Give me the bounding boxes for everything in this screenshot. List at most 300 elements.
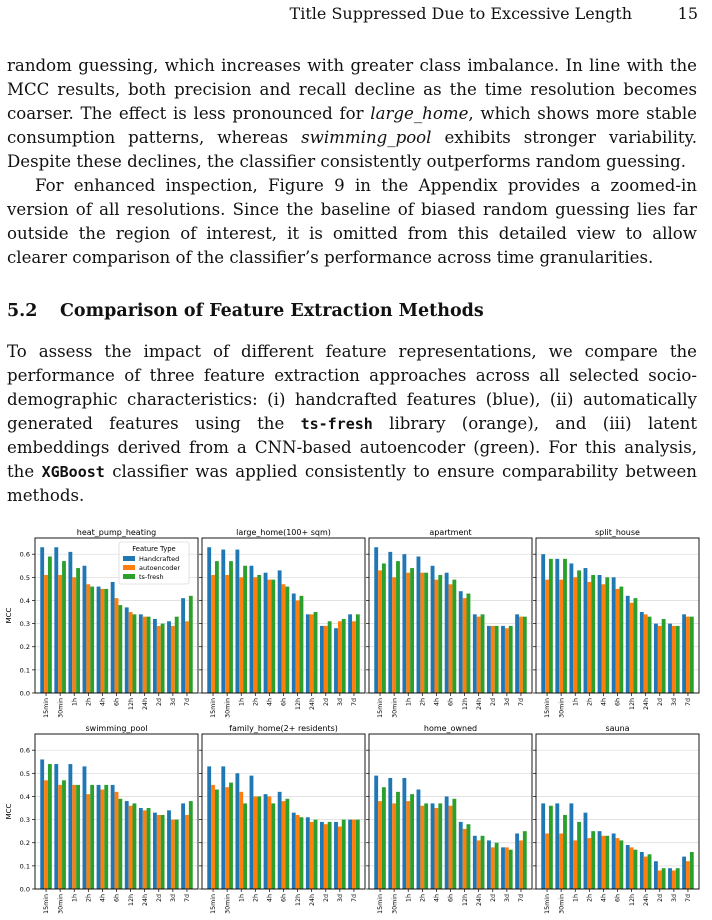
bar <box>654 624 658 693</box>
y-tick-label: 0.6 <box>19 550 30 559</box>
panel-title: sauna <box>605 724 630 733</box>
bar <box>125 607 129 693</box>
y-tick-label: 0.5 <box>19 769 30 778</box>
x-tick-label: 4h <box>99 894 107 902</box>
bar <box>328 822 332 889</box>
bar <box>111 785 115 889</box>
bar <box>68 552 72 693</box>
bar <box>459 822 463 889</box>
bar <box>644 614 648 693</box>
x-tick-label: 3d <box>671 894 679 903</box>
x-tick-label: 4h <box>600 894 608 902</box>
bar <box>406 801 410 889</box>
bar <box>271 580 275 693</box>
x-tick-label: 6h <box>280 894 288 902</box>
bar <box>352 820 356 889</box>
bar <box>58 575 62 693</box>
bar <box>267 796 271 889</box>
bar <box>396 561 400 693</box>
bar <box>463 829 467 889</box>
x-tick-label: 7d <box>685 894 693 903</box>
x-tick-label: 2h <box>419 894 427 902</box>
y-tick-label: 0.2 <box>19 839 30 848</box>
bar <box>654 861 658 889</box>
bar <box>374 776 378 889</box>
bar <box>225 787 229 889</box>
bar <box>324 626 328 693</box>
panel-title: family_home(2+ residents) <box>229 724 338 733</box>
bar <box>58 785 62 889</box>
bar <box>509 626 513 693</box>
bar <box>267 580 271 693</box>
bar <box>690 852 694 889</box>
running-title: Title Suppressed Due to Excessive Length <box>289 4 632 23</box>
bar <box>139 614 143 693</box>
bar <box>420 806 424 889</box>
legend-label: autoencoder <box>139 564 181 572</box>
bar <box>189 596 193 693</box>
bar <box>352 621 356 693</box>
bar <box>541 803 545 889</box>
bar <box>505 628 509 693</box>
bar <box>334 822 338 889</box>
bar <box>115 792 119 889</box>
bar <box>402 778 406 889</box>
x-tick-label: 15min <box>210 698 218 718</box>
bar <box>104 785 108 889</box>
bar <box>382 787 386 889</box>
x-tick-label: 7d <box>518 894 526 903</box>
bar <box>97 587 101 693</box>
x-tick-label: 4h <box>433 894 441 902</box>
text-run: library (orange), and (iii) latent embeddings derived from a CNN-based autoencoder (green). For this analysis, the <box>7 414 697 481</box>
bar <box>215 561 219 693</box>
bar <box>189 801 193 889</box>
bar <box>185 815 189 889</box>
bar <box>310 822 314 889</box>
paragraph-1 <box>7 54 697 174</box>
x-tick-label: 2d <box>155 698 163 707</box>
bar <box>591 831 595 889</box>
legend-swatch <box>123 574 135 579</box>
y-tick-label: 0.1 <box>19 666 30 675</box>
x-tick-label: 30min <box>224 698 232 718</box>
running-header <box>0 4 698 24</box>
paragraph-3 <box>7 340 697 508</box>
bar <box>342 619 346 693</box>
bar <box>545 580 549 693</box>
bar <box>100 790 104 889</box>
bar <box>147 808 151 889</box>
x-tick-label: 24h <box>141 698 149 711</box>
bar <box>619 587 623 693</box>
x-tick-label: 15min <box>377 894 385 914</box>
bar <box>54 547 58 693</box>
bar <box>143 810 147 889</box>
bar <box>491 847 495 889</box>
y-tick-label: 0.3 <box>19 620 30 629</box>
bar <box>62 780 66 889</box>
bar <box>449 584 453 693</box>
bar <box>668 868 672 889</box>
bar <box>626 596 630 693</box>
bar <box>72 785 76 889</box>
bar <box>420 573 424 693</box>
bar <box>626 845 630 889</box>
bar <box>559 580 563 693</box>
panel-title: swimming_pool <box>85 724 148 733</box>
bar <box>686 617 690 693</box>
x-tick-label: 12h <box>127 894 135 907</box>
y-tick-label: 0.0 <box>19 689 30 698</box>
x-tick-label: 2d <box>489 698 497 707</box>
x-tick-label: 3d <box>671 698 679 707</box>
bar <box>605 836 609 889</box>
bar <box>452 580 456 693</box>
bar <box>342 820 346 889</box>
bar <box>324 824 328 889</box>
mcc-bar-chart-figure <box>0 520 712 920</box>
x-tick-label: 2h <box>252 894 260 902</box>
x-tick-label: 2h <box>586 894 594 902</box>
x-tick-label: 1h <box>405 698 413 706</box>
x-tick-label: 1h <box>71 894 79 902</box>
x-tick-label: 30min <box>57 894 65 914</box>
bar <box>541 554 545 693</box>
bar <box>549 806 553 889</box>
x-tick-label: 2h <box>252 698 260 706</box>
bar <box>239 792 243 889</box>
x-tick-label: 2d <box>322 894 330 903</box>
bar <box>563 815 567 889</box>
bar <box>584 568 588 693</box>
bar <box>612 833 616 889</box>
bar <box>545 833 549 889</box>
bar <box>171 820 175 889</box>
x-tick-label: 3d <box>504 698 512 707</box>
bar <box>300 596 304 693</box>
bar <box>118 605 122 693</box>
bar <box>410 568 414 693</box>
bar <box>569 563 573 693</box>
bar <box>487 840 491 889</box>
x-tick-label: 15min <box>544 894 552 914</box>
bar <box>296 600 300 693</box>
x-tick-label: 4h <box>99 698 107 706</box>
bar <box>253 796 257 889</box>
bar <box>175 617 179 693</box>
bar <box>271 803 275 889</box>
bar <box>452 799 456 889</box>
x-tick-label: 24h <box>642 698 650 711</box>
bar <box>598 831 602 889</box>
x-tick-label: 6h <box>113 894 121 902</box>
bar <box>285 587 289 693</box>
bar <box>356 614 360 693</box>
bar <box>133 803 137 889</box>
bar <box>431 803 435 889</box>
bar <box>76 785 80 889</box>
bar <box>449 806 453 889</box>
bar <box>243 566 247 693</box>
bar <box>392 803 396 889</box>
panel-title: home_owned <box>423 724 478 733</box>
x-tick-label: 6h <box>614 894 622 902</box>
bar <box>388 778 392 889</box>
bar <box>181 803 185 889</box>
bar <box>348 614 352 693</box>
x-tick-label: 6h <box>447 894 455 902</box>
panel-title: heat_pump_heating <box>76 528 157 537</box>
x-tick-label: 30min <box>57 698 65 718</box>
emphasis-swimming-pool: swimming_pool <box>301 128 432 147</box>
bar <box>473 614 477 693</box>
bar <box>406 573 410 693</box>
x-tick-label: 2h <box>419 698 427 706</box>
bar <box>320 626 324 693</box>
x-tick-label: 3d <box>337 698 345 707</box>
bar <box>83 766 87 889</box>
bar <box>133 614 137 693</box>
bar <box>278 570 282 693</box>
x-tick-label: 1h <box>572 894 580 902</box>
bar <box>591 575 595 693</box>
bar <box>125 801 129 889</box>
bar <box>382 563 386 693</box>
emphasis-large-home: large_home <box>370 104 469 123</box>
bar <box>157 815 161 889</box>
bar <box>587 582 591 693</box>
bar <box>221 550 225 693</box>
bar <box>83 566 87 693</box>
bar <box>672 870 676 889</box>
legend-swatch <box>123 565 135 570</box>
bar <box>686 861 690 889</box>
bar <box>501 847 505 889</box>
x-tick-label: 12h <box>294 698 302 711</box>
bar <box>111 582 115 693</box>
bar <box>378 801 382 889</box>
bar <box>445 573 449 693</box>
bar <box>434 808 438 889</box>
bar <box>612 577 616 693</box>
bar <box>100 589 104 693</box>
x-tick-label: 24h <box>308 894 316 907</box>
x-tick-label: 1h <box>71 698 79 706</box>
x-tick-label: 15min <box>210 894 218 914</box>
bar <box>157 626 161 693</box>
bar <box>118 799 122 889</box>
bar <box>239 577 243 693</box>
bar <box>569 803 573 889</box>
bar <box>630 603 634 693</box>
bar <box>672 626 676 693</box>
bar <box>115 598 119 693</box>
x-tick-label: 4h <box>266 698 274 706</box>
bar <box>662 619 666 693</box>
x-tick-label: 4h <box>600 698 608 706</box>
bar <box>374 547 378 693</box>
bar <box>417 790 421 889</box>
bar <box>225 575 229 693</box>
bar <box>640 852 644 889</box>
bar <box>285 799 289 889</box>
bar <box>491 626 495 693</box>
x-tick-label: 2h <box>85 698 93 706</box>
bar <box>584 813 588 889</box>
bar <box>658 626 662 693</box>
bar <box>161 624 165 693</box>
bar <box>519 840 523 889</box>
bar <box>282 801 286 889</box>
x-tick-label: 30min <box>558 698 566 718</box>
bar <box>438 575 442 693</box>
bar <box>523 831 527 889</box>
text-run: random guessing, which increases with greater class imbalance. In line with the MCC results, both precision and recall decline as the time resolution becomes coarser. The effect is less pronounced for <box>7 56 697 123</box>
legend-title: Feature Type <box>132 545 176 553</box>
bar <box>509 850 513 889</box>
x-tick-label: 3d <box>337 894 345 903</box>
y-axis-label: MCC <box>5 803 13 820</box>
bar <box>328 621 332 693</box>
bar <box>668 624 672 693</box>
bar <box>264 794 268 889</box>
bar <box>250 566 254 693</box>
x-tick-label: 12h <box>628 894 636 907</box>
bar <box>147 617 151 693</box>
y-tick-label: 0.2 <box>19 643 30 652</box>
bar <box>356 820 360 889</box>
section-heading <box>7 301 484 321</box>
x-tick-label: 1h <box>572 698 580 706</box>
x-tick-label: 2d <box>656 894 664 903</box>
panel-title: large_home(100+ sqm) <box>236 528 331 537</box>
bar <box>167 810 171 889</box>
bar <box>682 857 686 889</box>
bar <box>495 626 499 693</box>
bar <box>250 776 254 889</box>
bar <box>221 766 225 889</box>
x-tick-label: 6h <box>614 698 622 706</box>
x-tick-label: 4h <box>266 894 274 902</box>
x-tick-label: 7d <box>351 698 359 707</box>
bar <box>229 783 233 889</box>
bar <box>616 589 620 693</box>
bar <box>410 794 414 889</box>
x-tick-label: 3d <box>504 894 512 903</box>
bar <box>292 594 296 693</box>
legend-swatch <box>123 556 135 561</box>
bar <box>207 766 211 889</box>
bar <box>86 794 90 889</box>
section-title: Comparison of Feature Extraction Methods <box>60 301 484 321</box>
bar <box>424 803 428 889</box>
bar <box>682 614 686 693</box>
bar <box>40 547 44 693</box>
bar <box>44 575 48 693</box>
bar <box>559 833 563 889</box>
bar <box>640 612 644 693</box>
bar <box>314 820 318 889</box>
bar <box>601 836 605 889</box>
code-xgboost: XGBoost <box>41 463 105 481</box>
bar <box>515 833 519 889</box>
x-tick-label: 12h <box>127 698 135 711</box>
bar <box>243 803 247 889</box>
bar <box>211 785 215 889</box>
bar <box>523 617 527 693</box>
bar <box>334 628 338 693</box>
bar <box>296 815 300 889</box>
x-tick-label: 7d <box>351 894 359 903</box>
bar <box>555 803 559 889</box>
bar <box>292 813 296 889</box>
bar <box>253 577 257 693</box>
bar <box>601 584 605 693</box>
bar <box>143 617 147 693</box>
bar <box>181 598 185 693</box>
bar <box>438 803 442 889</box>
bar <box>167 621 171 693</box>
x-tick-label: 15min <box>544 698 552 718</box>
bar <box>211 575 215 693</box>
bar <box>338 827 342 889</box>
bar <box>434 580 438 693</box>
bar <box>431 566 435 693</box>
bar <box>153 619 157 693</box>
bar <box>314 612 318 693</box>
bar <box>549 559 553 693</box>
bar <box>348 820 352 889</box>
x-tick-label: 4h <box>433 698 441 706</box>
bar <box>310 614 314 693</box>
bar <box>76 568 80 693</box>
bar <box>445 796 449 889</box>
bar <box>467 824 471 889</box>
x-tick-label: 7d <box>518 698 526 707</box>
x-tick-label: 7d <box>685 698 693 707</box>
bar <box>300 817 304 889</box>
bar <box>477 840 481 889</box>
bar <box>577 570 581 693</box>
bar <box>62 561 66 693</box>
bar <box>257 796 261 889</box>
legend-label: ts-fresh <box>139 573 164 581</box>
x-tick-label: 2d <box>656 698 664 707</box>
bar <box>555 559 559 693</box>
section-number: 5.2 <box>7 301 38 321</box>
bar <box>161 815 165 889</box>
panel-title: apartment <box>429 528 472 537</box>
bar <box>257 575 261 693</box>
bar <box>501 626 505 693</box>
bar <box>605 577 609 693</box>
bar <box>417 557 421 693</box>
y-axis-label: MCC <box>5 607 13 624</box>
bar <box>306 817 310 889</box>
bar <box>463 598 467 693</box>
x-tick-label: 2d <box>489 894 497 903</box>
bar <box>282 584 286 693</box>
bar <box>235 550 239 693</box>
x-tick-label: 2h <box>586 698 594 706</box>
x-tick-label: 2h <box>85 894 93 902</box>
bar <box>129 806 133 889</box>
bar <box>392 577 396 693</box>
x-tick-label: 12h <box>461 698 469 711</box>
x-tick-label: 12h <box>294 894 302 907</box>
x-tick-label: 24h <box>642 894 650 907</box>
